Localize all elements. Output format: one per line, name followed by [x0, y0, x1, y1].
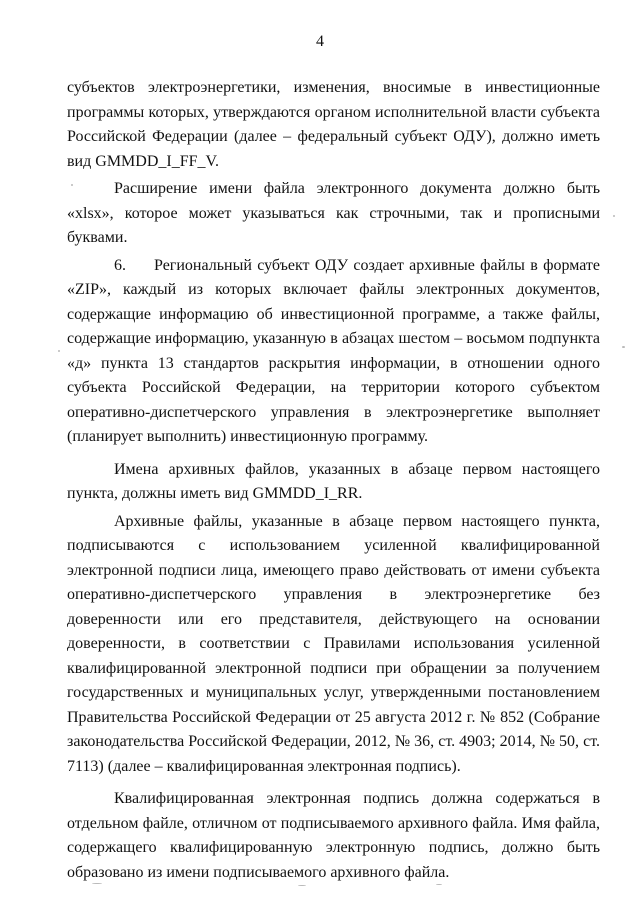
paragraph-continuation: субъектов электроэнергетики, изменения, вносимые в инвестиционные программы которых, утверждаются органом исполнительной власти субъекта Российской Федерации (далее – федеральный субъект ОДУ), должно иметь вид GMMDD_I_FF_V. [67, 79, 600, 170]
item-6-text: Региональный субъект ОДУ создает архивные файлы в формате «ZIP», каждый из которых включает файлы электронных документов, содержащие информацию об инвестиционной программе, а также файлы, содержащие информацию, указанную в абзацах шестом – восьмом подпункта «д» пункта 13 стандартов раскрытия информации, в отношении одного субъекта Российской Федерации, на территории которого субъектом оперативно-диспетчерского управления в электроэнергетике выполняет (планирует выполнить) инвестиционную программу. [67, 256, 600, 445]
item-number: 6. [114, 256, 126, 274]
paragraph-archive-names: Имена архивных файлов, указанных в абзаце первом настоящего пункта, должны иметь вид GMMDD_I_RR. [67, 460, 600, 502]
scan-speck [622, 346, 625, 348]
paragraph-file-extension: Расширение имени файла электронного документа должно быть «xlsx», которое может указываться как строчными, так и прописными буквами. [67, 180, 600, 246]
paragraph-signature-file: Квалифицированная электронная подпись должна содержаться в отдельном файле, отличном от подписываемого архивного файла. Имя файла, содержащего квалифицированную электронную подпись, должно быть образовано из имени подписываемого архивного файла. [67, 790, 600, 881]
paragraph-archive-signing: Архивные файлы, указанные в абзаце первом настоящего пункта, подписываются с использованием усиленной квалифицированной электронной подписи лица, имеющего право действовать от имени субъекта оперативно-диспетчерского управления в электроэнергетике без доверенности или его представителя, действующего на основании доверенности, в соответствии с Правилами использования усиленной квалифицированной электронной подписи при обращении за получением государственных и муниципальных услуг, утвержденными постановлением Правительства Российской Федерации от 25 августа 2012 г. № 852 (Собрание законодательства Российской Федерации, 2012, № 36, ст. 4903; 2014, № 50, ст. 7113) (далее – квалифицированная электронная подпись). [67, 512, 600, 775]
document-body [67, 76, 600, 885]
page-number: 4 [316, 33, 324, 50]
scan-speck [613, 215, 615, 217]
paragraph-item-6 [67, 254, 600, 450]
scan-speck [92, 883, 102, 884]
scan-speck [71, 184, 73, 186]
scan-speck [58, 350, 60, 352]
scan-speck [298, 885, 306, 886]
scan-speck [436, 884, 442, 885]
